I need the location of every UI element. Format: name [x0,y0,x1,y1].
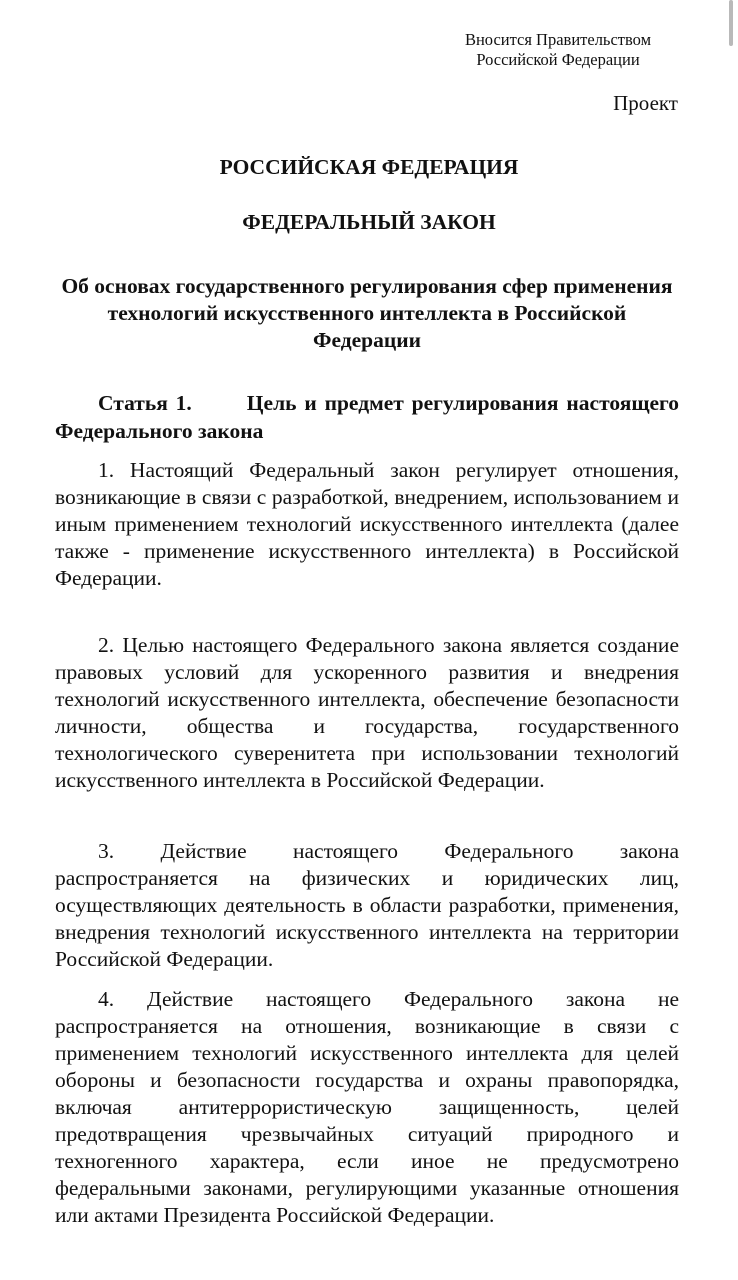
article-title: Цель и предмет регулирования настоящего Федерального закона [55,391,679,443]
paragraph-3: 3. Действие настоящего Федерального закона распространяется на физических и юридических лиц, осуществляющих деятельность в области разработки, применения, внедрения технологий искусственного интеллекта на территории Российской Федерации. [55,839,679,971]
draft-status-label: Проект [613,91,678,115]
country-heading: РОССИЙСКАЯ ФЕДЕРАЦИЯ [219,155,519,179]
introduced-by-line2: Российской Федерации [476,50,640,69]
introduced-by-block [448,30,668,70]
document-type-heading: ФЕДЕРАЛЬНЫЙ ЗАКОН [242,210,496,234]
paragraph-1: 1. Настоящий Федеральный закон регулирует отношения, возникающие в связи с разработкой, внедрением, использованием и иным применением технологий искусственного интеллекта (далее также - применение искусственного интеллекта) в Российской Федерации. [55,458,679,590]
law-title: Об основах государственного регулирования сфер применения технологий искусственного интеллекта в Российской Федерации [61,274,673,352]
article-heading [55,389,679,445]
introduced-by-line1: Вносится Правительством [464,30,652,49]
paragraph-2: 2. Целью настоящего Федерального закона является создание правовых условий для ускоренного развития и внедрения технологий искусственного интеллекта, обеспечение безопасности личности, общества и государства, государственного технологического суверенитета при использовании технологий искусственного интеллекта в Российской Федерации. [55,633,679,792]
article-number: Статья 1. [98,391,192,415]
paragraph-4: 4. Действие настоящего Федерального закона не распространяется на отношения, возникающие в связи с применением технологий искусственного интеллекта для целей обороны и безопасности государства и охраны правопорядка, включая антитеррористическую защищенность, целей предотвращения чрезвычайных ситуаций природного и техногенного характера, если иное не предусмотрено федеральными законами, регулирующими указанные отношения или актами Президента Российской Федерации. [55,987,679,1227]
scrollbar[interactable] [729,0,733,46]
